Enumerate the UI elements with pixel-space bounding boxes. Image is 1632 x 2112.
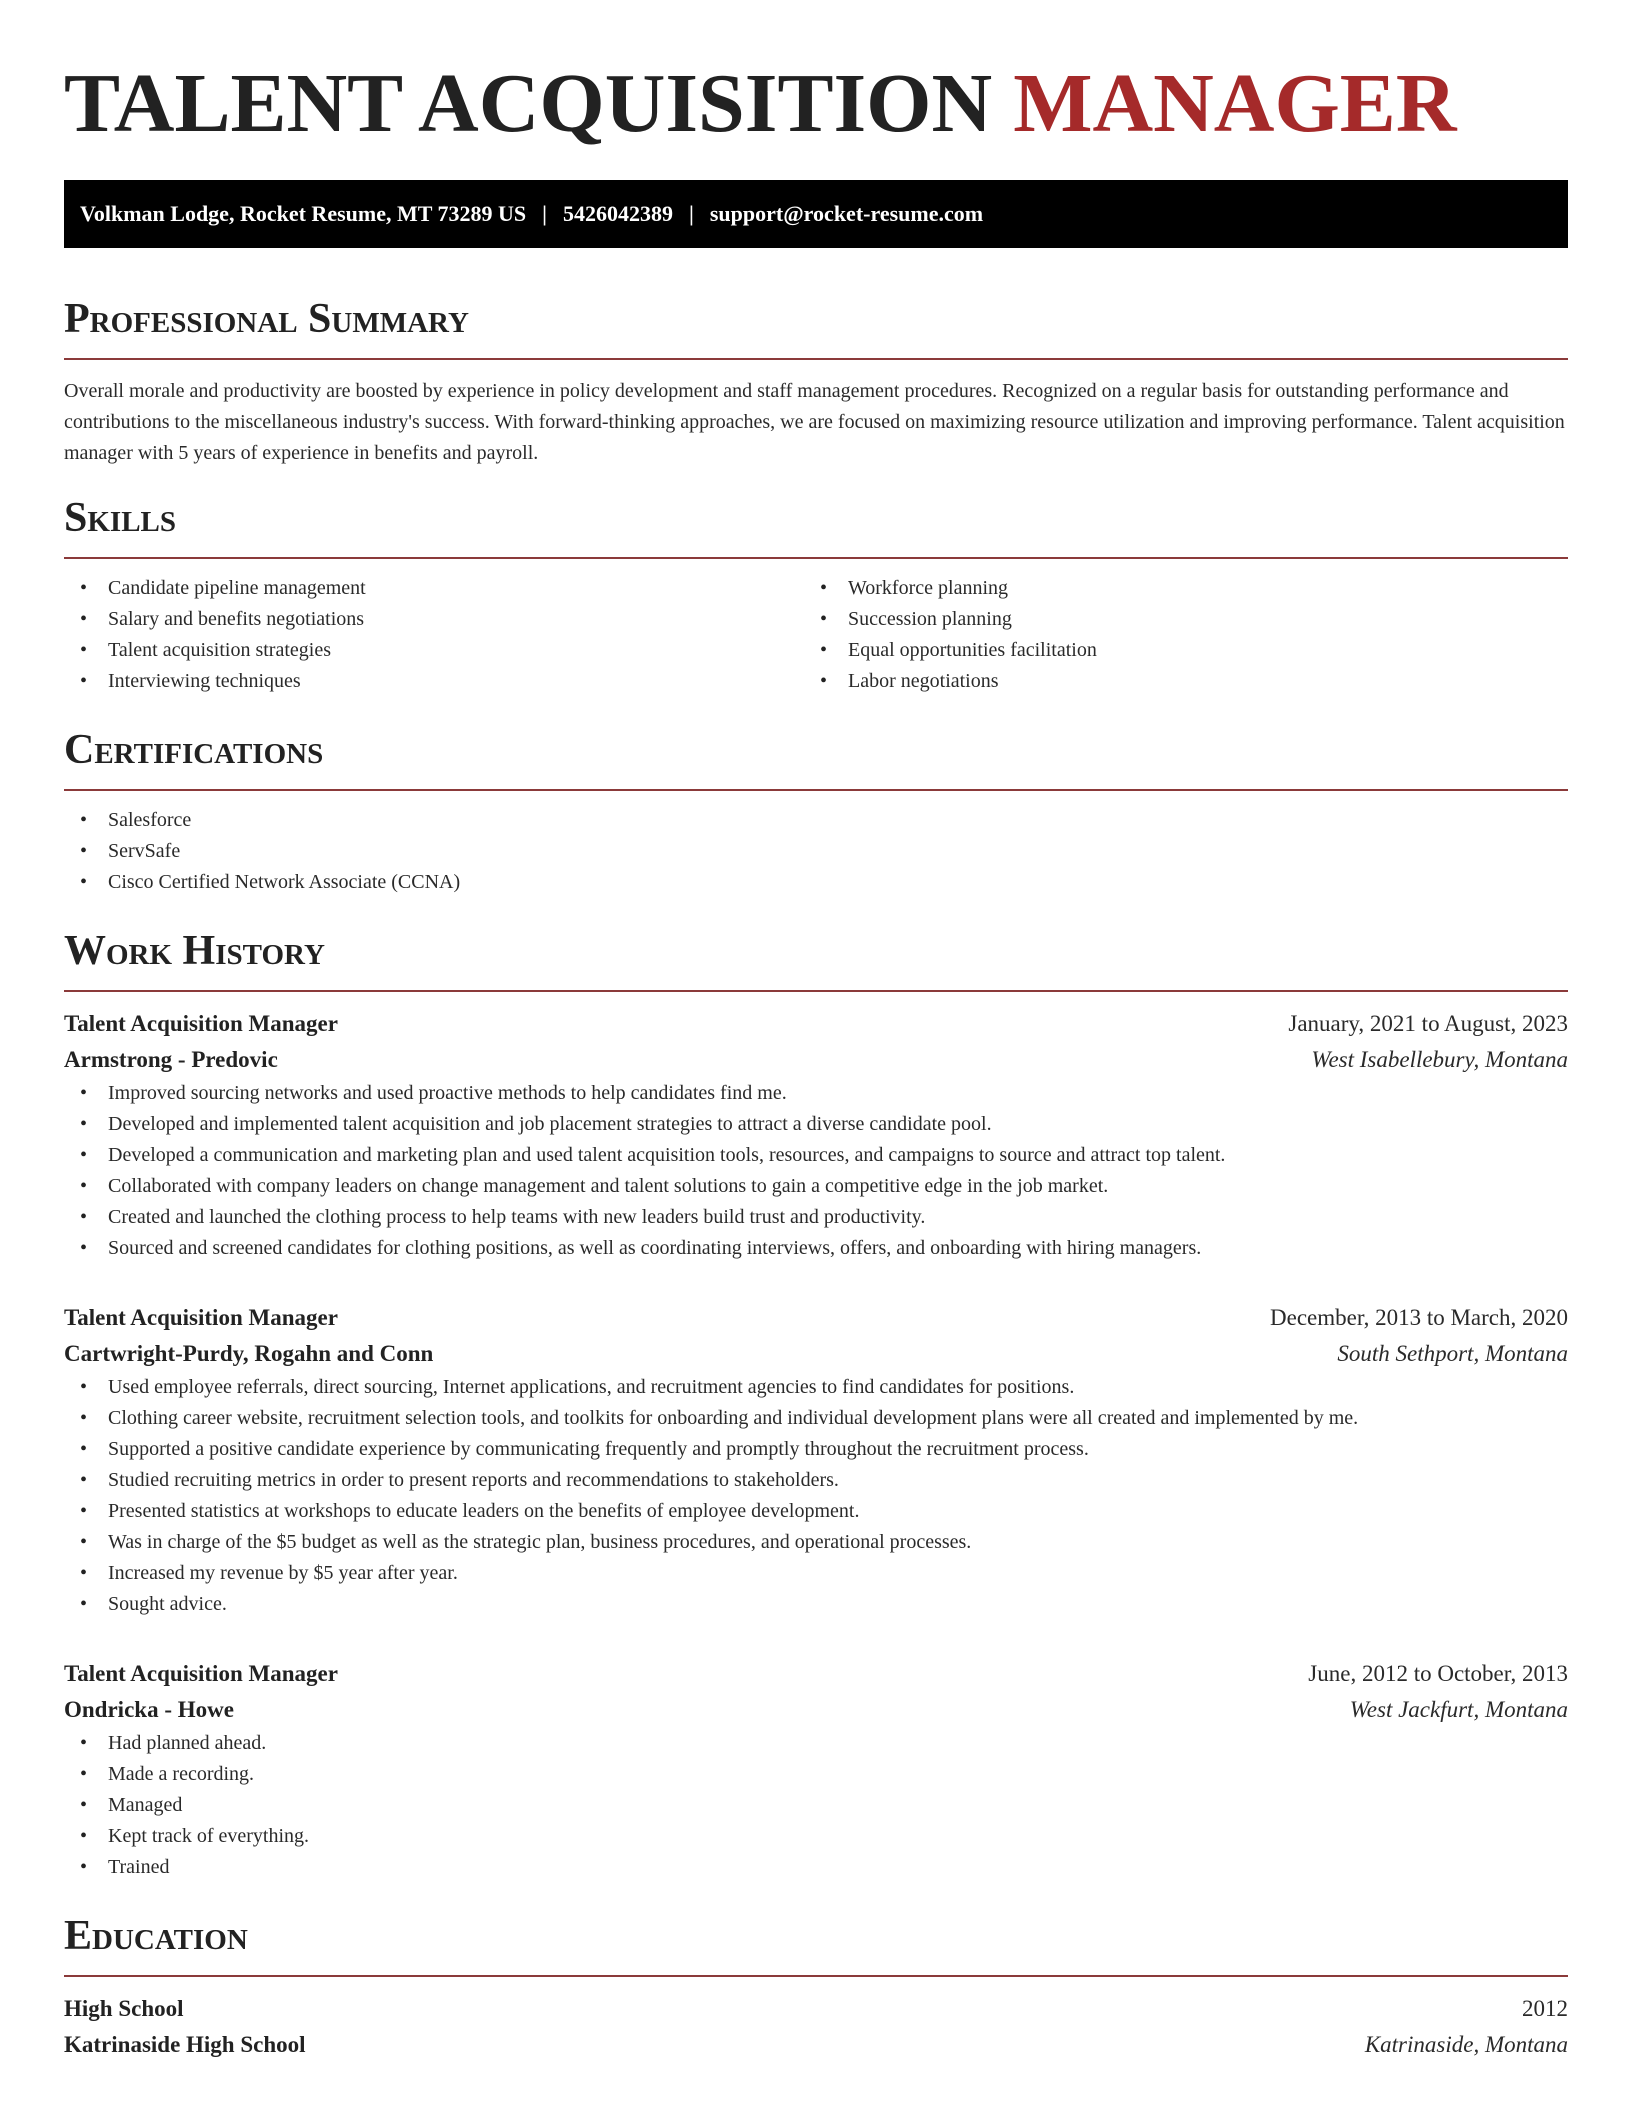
job-bullet: • Increased my revenue by $5 year after year. (64, 1558, 1568, 1589)
job-bullet: • Had planned ahead. (64, 1728, 1568, 1759)
job-bullet: • Created and launched the clothing process to help teams with new leaders build trust and productivity. (64, 1202, 1568, 1233)
section-title-education: Education (64, 1913, 248, 1959)
job-dates: January, 2021 to August, 2023 (1288, 1011, 1568, 1036)
contact-phone[interactable]: 5426042389 (563, 201, 673, 226)
skill-item: • Succession planning (804, 604, 1544, 635)
job-bullet: • Developed a communication and marketing plan and used talent acquisition tools, resources, and campaigns to source and attract top talent. (64, 1140, 1568, 1171)
job-bullet: • Presented statistics at workshops to educate leaders on the benefits of employee development. (64, 1496, 1568, 1527)
education-school: Katrinaside High School (64, 2032, 306, 2057)
job-bullet: • Was in charge of the $5 budget as well as the strategic plan, business procedures, and operational processes. (64, 1527, 1568, 1558)
certifications-list (64, 805, 1568, 898)
job-bullet: • Made a recording. (64, 1759, 1568, 1790)
certification-item: • ServSafe (64, 836, 1568, 867)
work-history-section (64, 926, 1568, 1883)
resume-name (64, 58, 1568, 150)
name-main: TALENT ACQUISITION (64, 57, 993, 150)
section-divider (64, 358, 1568, 360)
job-bullet: • Clothing career website, recruitment selection tools, and toolkits for onboarding and individual development plans were all created and implemented by me. (64, 1403, 1568, 1434)
skills-list-left (64, 573, 804, 697)
section-title-certifications: Certifications (64, 727, 324, 773)
certification-item: • Salesforce (64, 805, 1568, 836)
job-bullet: • Sought advice. (64, 1589, 1568, 1620)
skills-list-right (804, 573, 1544, 697)
education-location: Katrinaside, Montana (1364, 2032, 1568, 2057)
skill-item: • Workforce planning (804, 573, 1544, 604)
job-header-row (64, 1656, 1568, 1692)
skill-item: • Labor negotiations (804, 666, 1544, 697)
section-divider (64, 990, 1568, 992)
job-bullet: • Developed and implemented talent acquisition and job placement strategies to attract a diverse candidate pool. (64, 1109, 1568, 1140)
education-header-row (64, 1991, 1568, 2027)
job-bullets (64, 1372, 1568, 1620)
job-bullet: • Collaborated with company leaders on change management and talent solutions to gain a competitive edge in the job market. (64, 1171, 1568, 1202)
section-divider (64, 789, 1568, 791)
skill-item: • Interviewing techniques (64, 666, 804, 697)
contact-separator: | (689, 201, 694, 226)
education-section (64, 1911, 1568, 2063)
job-company-row (64, 1042, 1568, 1078)
education-school-row (64, 2027, 1568, 2063)
job-entry (64, 1656, 1568, 1883)
job-title: Talent Acquisition Manager (64, 1305, 338, 1330)
education-year: 2012 (1522, 1996, 1568, 2021)
job-bullet: • Used employee referrals, direct sourcing, Internet applications, and recruitment agencies to find candidates for positions. (64, 1372, 1568, 1403)
job-title: Talent Acquisition Manager (64, 1661, 338, 1686)
job-entry (64, 1006, 1568, 1264)
job-bullet: • Studied recruiting metrics in order to present reports and recommendations to stakeholders. (64, 1465, 1568, 1496)
skills-section (64, 493, 1568, 697)
job-dates: December, 2013 to March, 2020 (1270, 1305, 1568, 1330)
skills-grid (64, 573, 1568, 697)
job-bullet: • Trained (64, 1852, 1568, 1883)
section-divider (64, 1975, 1568, 1977)
section-title-summary: Professional Summary (64, 296, 469, 342)
section-title-work: Work History (64, 928, 325, 974)
job-bullet: • Managed (64, 1790, 1568, 1821)
section-title-skills: Skills (64, 495, 177, 541)
contact-separator: | (542, 201, 547, 226)
skill-item: • Candidate pipeline management (64, 573, 804, 604)
job-bullet: • Sourced and screened candidates for clothing positions, as well as coordinating interviews, offers, and onboarding with hiring managers. (64, 1233, 1568, 1264)
job-header-row (64, 1300, 1568, 1336)
skill-item: • Talent acquisition strategies (64, 635, 804, 666)
job-company-row (64, 1336, 1568, 1372)
summary-section (64, 294, 1568, 469)
contact-bar (64, 180, 1568, 248)
education-entry (64, 1991, 1568, 2063)
contact-email[interactable]: support@rocket-resume.com (709, 201, 984, 226)
job-company-row (64, 1692, 1568, 1728)
job-title: Talent Acquisition Manager (64, 1011, 338, 1036)
job-location: South Sethport, Montana (1337, 1341, 1568, 1366)
section-divider (64, 557, 1568, 559)
name-accent: MANAGER (1013, 57, 1457, 150)
job-company: Ondricka - Howe (64, 1697, 234, 1722)
job-bullet: • Supported a positive candidate experience by communicating frequently and promptly throughout the recruitment process. (64, 1434, 1568, 1465)
certifications-section (64, 725, 1568, 898)
skill-item: • Equal opportunities facilitation (804, 635, 1544, 666)
contact-address: Volkman Lodge, Rocket Resume, MT 73289 US (80, 201, 527, 226)
job-bullets (64, 1728, 1568, 1883)
certification-item: • Cisco Certified Network Associate (CCNA) (64, 867, 1568, 898)
job-company: Cartwright-Purdy, Rogahn and Conn (64, 1341, 434, 1366)
skill-item: • Salary and benefits negotiations (64, 604, 804, 635)
job-bullet: • Kept track of everything. (64, 1821, 1568, 1852)
job-dates: June, 2012 to October, 2013 (1308, 1661, 1568, 1686)
job-bullet: • Improved sourcing networks and used proactive methods to help candidates find me. (64, 1078, 1568, 1109)
summary-text: Overall morale and productivity are boosted by experience in policy development and staff management procedures. Recognized on a regular basis for outstanding performance and contributions to the miscellaneous industry's success. With forward-thinking approaches, we are focused on maximizing resource utilization and improving performance. Talent acquisition manager with 5 years of experience in benefits and payroll. (64, 380, 1565, 464)
job-bullets (64, 1078, 1568, 1264)
job-entry (64, 1300, 1568, 1620)
job-location: West Isabellebury, Montana (1311, 1047, 1568, 1072)
job-header-row (64, 1006, 1568, 1042)
job-location: West Jackfurt, Montana (1349, 1697, 1568, 1722)
job-company: Armstrong - Predovic (64, 1047, 278, 1072)
education-degree: High School (64, 1996, 184, 2021)
